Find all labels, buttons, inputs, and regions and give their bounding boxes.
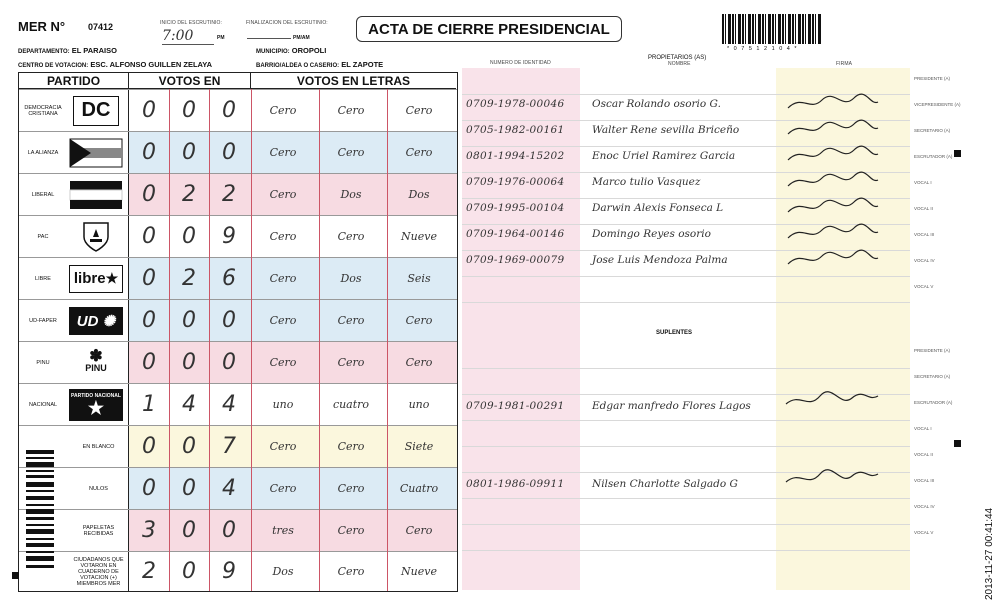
vote-letters: Cero	[337, 440, 365, 453]
member-id: 0709-1976-00064	[466, 176, 565, 188]
vote-letters: Cero	[337, 314, 365, 327]
member-role: VOCAL I	[914, 426, 932, 431]
member-line	[462, 498, 910, 499]
member-role: VOCAL V	[914, 284, 934, 289]
member-line	[462, 368, 910, 369]
vote-letters: Cero	[337, 565, 365, 578]
village-info	[256, 60, 383, 69]
party-row	[19, 89, 457, 131]
signature-mark	[782, 222, 882, 244]
member-role: VOCAL I	[914, 180, 932, 185]
vote-letters: uno	[408, 398, 430, 411]
vote-digit: 0	[222, 98, 236, 123]
vote-digit: 0	[182, 98, 196, 123]
member-role: VOCAL IV	[914, 258, 935, 263]
vote-cells	[129, 300, 453, 341]
signature-mark	[782, 390, 882, 412]
party-logo	[67, 304, 125, 338]
vote-cells	[129, 258, 453, 299]
total-label: NULOS	[19, 468, 129, 509]
total-label: PAPELETAS RECIBIDAS	[19, 510, 129, 551]
member-name: Nilsen Charlotte Salgado G	[592, 478, 738, 490]
vote-letters: Cero	[337, 104, 365, 117]
vote-digit: 0	[142, 98, 156, 123]
name-header: NOMBRE	[668, 61, 691, 67]
member-id: 0801-1986-09911	[466, 478, 565, 490]
vote-digit: 0	[142, 266, 156, 291]
party-row	[19, 215, 457, 257]
member-role: VICEPRESIDENTE (A)	[914, 102, 961, 107]
member-role: PRESIDENTE (A)	[914, 76, 951, 81]
vote-letters: Cuatro	[399, 482, 439, 495]
signature-header: FIRMA	[836, 61, 853, 67]
member-line	[462, 302, 910, 303]
vote-letters: Cero	[405, 104, 433, 117]
vote-digit: 2	[222, 182, 236, 207]
vote-letters: Dos	[340, 188, 362, 201]
party-name: DEMOCRACIA CRISTIANA	[24, 104, 62, 117]
vote-letters: Cero	[337, 230, 365, 243]
member-name: Jose Luis Mendoza Palma	[592, 254, 728, 266]
vote-letters: cuatro	[332, 398, 370, 411]
department-info	[18, 46, 117, 55]
column-divider	[319, 89, 320, 591]
vote-digit: 2	[142, 559, 156, 584]
vote-digit: 0	[142, 140, 156, 165]
vote-letters: Cero	[269, 104, 297, 117]
party-name: LA ALIANZA	[27, 149, 59, 156]
vote-letters: Cero	[269, 440, 297, 453]
vote-cells	[129, 468, 453, 509]
member-name: Oscar Rolando osorio G.	[592, 98, 721, 110]
substitutes-header: SUPLENTES	[656, 330, 693, 336]
vote-cells	[129, 216, 453, 257]
total-row	[19, 467, 457, 509]
vote-cells	[129, 384, 453, 425]
member-name: Walter Rene sevilla Briceño	[592, 124, 740, 136]
vote-digit: 0	[142, 350, 156, 375]
pac-shield-icon	[76, 221, 116, 253]
end-ampm: PM/AM	[293, 35, 310, 41]
member-line	[462, 550, 910, 551]
member-name: Darwin Alexis Fonseca L	[592, 202, 724, 214]
vote-digit: 0	[142, 224, 156, 249]
member-name: Domingo Reyes osorio	[592, 228, 711, 240]
vote-digit: 2	[182, 266, 196, 291]
registration-mark	[954, 440, 961, 447]
member-role: SECRETARIO (A)	[914, 128, 951, 133]
party-name: NACIONAL	[28, 401, 58, 408]
center-info	[18, 60, 212, 69]
vote-digit: 9	[222, 224, 236, 249]
scan-timestamp: 2013-11-27 00:41:44	[984, 507, 995, 600]
member-role: ESCRUTADOR (A)	[914, 400, 953, 405]
member-role: VOCAL II	[914, 452, 933, 457]
vote-letters: Cero	[337, 524, 365, 537]
member-line	[462, 276, 910, 277]
substitute-entry	[466, 400, 782, 412]
vote-cells	[129, 426, 453, 467]
vote-digit: 0	[182, 559, 196, 584]
vote-digit: 2	[182, 182, 196, 207]
vote-digit: 7	[222, 434, 236, 459]
member-role: VOCAL V	[914, 530, 934, 535]
department-value: EL PARAISO	[71, 46, 117, 55]
member-entry	[466, 176, 782, 188]
signature-mark	[782, 118, 882, 140]
vote-letters: uno	[272, 398, 294, 411]
signature-mark	[782, 170, 882, 192]
vote-letters: Cero	[269, 272, 297, 285]
signature-mark	[782, 248, 882, 270]
column-divider	[209, 89, 210, 591]
mer-number: 07412	[88, 22, 114, 32]
vote-digit: 4	[222, 476, 236, 501]
vote-cells	[129, 342, 453, 383]
member-line	[462, 524, 910, 525]
party-name: LIBERAL	[31, 191, 55, 198]
member-entry	[466, 98, 782, 110]
party-row	[19, 383, 457, 425]
village-value: EL ZAPOTE	[341, 60, 384, 69]
registration-mark	[954, 150, 961, 157]
total-label: EN BLANCO	[19, 426, 129, 467]
member-id: 0709-1964-00146	[466, 228, 565, 240]
vote-cells	[129, 174, 453, 215]
center-label: CENTRO DE VOTACION:	[18, 63, 89, 69]
vote-digit: 9	[222, 559, 236, 584]
vote-letters: Dos	[272, 565, 294, 578]
barcode-number: * 0 7 5 1 2 1 0 4 *	[727, 46, 799, 52]
member-id: 0709-1969-00079	[466, 254, 565, 266]
member-entry	[466, 202, 782, 214]
vote-letters: Cero	[405, 314, 433, 327]
vote-digit: 0	[182, 350, 196, 375]
vote-digit: 0	[222, 140, 236, 165]
member-role: VOCAL III	[914, 232, 935, 237]
vote-letters: Cero	[269, 482, 297, 495]
member-id: 0709-1995-00104	[466, 202, 565, 214]
vote-letters: Seis	[407, 272, 431, 285]
vote-letters: Cero	[405, 146, 433, 159]
vote-letters: Cero	[337, 482, 365, 495]
vote-digit: 0	[142, 182, 156, 207]
start-ampm: PM	[217, 35, 225, 41]
vote-digit: 0	[222, 350, 236, 375]
vote-letters: Nueve	[401, 565, 437, 578]
signature-mark	[782, 92, 882, 114]
vote-digit: 0	[182, 476, 196, 501]
department-label: DEPARTAMENTO:	[18, 49, 70, 55]
side-barcode	[26, 450, 60, 572]
vote-digit: 3	[142, 518, 156, 543]
vote-letters: Dos	[408, 188, 430, 201]
vote-digit: 0	[182, 518, 196, 543]
vote-digit: 0	[142, 308, 156, 333]
mer-label: MER N°	[18, 19, 66, 34]
vote-digit: 0	[182, 434, 196, 459]
member-name: Marco tulio Vasquez	[592, 176, 701, 188]
vote-digit: 0	[222, 308, 236, 333]
column-divider	[169, 89, 170, 591]
liberal-flag-icon	[69, 180, 123, 210]
member-role: PRESIDENTE (A)	[914, 348, 951, 353]
header-party: PARTIDO	[19, 73, 129, 89]
party-name: UD-FAPER	[29, 317, 57, 324]
party-logo	[67, 388, 125, 422]
vote-letters: Cero	[269, 314, 297, 327]
vote-digit: 1	[142, 392, 156, 417]
vote-letters: Cero	[269, 230, 297, 243]
start-label: INICIO DEL ESCRUTINIO:	[160, 20, 223, 26]
vote-digit: 0	[182, 308, 196, 333]
vote-digit: 0	[142, 476, 156, 501]
member-role: SECRETARIO (A)	[914, 374, 951, 379]
start-time: 7:00	[162, 28, 214, 45]
party-logo	[67, 178, 125, 212]
end-time-line	[247, 38, 291, 39]
member-line	[462, 420, 910, 421]
nacional-logo-icon: PARTIDO NACIONAL ★	[69, 389, 123, 421]
owners-header: PROPIETARIOS (AS)	[648, 55, 707, 61]
center-value: ESC. ALFONSO GUILLEN ZELAYA	[90, 60, 213, 69]
member-line	[462, 446, 910, 447]
libre-logo-icon: libre ★	[69, 265, 123, 293]
vote-digit: 0	[182, 224, 196, 249]
vote-letters: Cero	[405, 356, 433, 369]
header-numbers: VOTOS EN	[129, 73, 251, 89]
vote-letters: Siete	[404, 440, 434, 453]
end-label: FINALIZACION DEL ESCRUTINIO:	[246, 20, 328, 26]
municipality-value: OROPOLI	[291, 46, 327, 55]
total-row	[19, 425, 457, 467]
party-row	[19, 341, 457, 383]
total-row	[19, 551, 457, 591]
party-row	[19, 173, 457, 215]
party-logo	[67, 94, 125, 128]
total-row	[19, 509, 457, 551]
member-entry	[466, 228, 782, 240]
member-role: VOCAL III	[914, 478, 935, 483]
vote-letters: Cero	[337, 356, 365, 369]
registration-mark	[12, 572, 19, 579]
vote-letters: Cero	[269, 188, 297, 201]
member-name: Edgar manfredo Flores Lagos	[592, 400, 751, 412]
vote-letters: Dos	[340, 272, 362, 285]
party-logo	[67, 220, 125, 254]
header-letters: VOTOS EN LETRAS	[251, 73, 456, 89]
vote-letters: Cero	[337, 146, 365, 159]
member-entry	[466, 150, 782, 162]
member-entry	[466, 124, 782, 136]
substitute-entry	[466, 478, 782, 490]
party-name: PINU	[36, 359, 50, 366]
ud-logo-icon: UD ✺	[69, 307, 123, 335]
vote-digit: 0	[142, 434, 156, 459]
member-id: 0709-1981-00291	[466, 400, 565, 412]
dc-logo-icon: DC	[73, 96, 119, 126]
party-logo	[67, 262, 125, 296]
signature-mark	[782, 468, 882, 490]
member-entry	[466, 254, 782, 266]
member-id: 0705-1982-00161	[466, 124, 565, 136]
vote-digit: 4	[222, 392, 236, 417]
signature-mark	[782, 144, 882, 166]
document-title: ACTA DE CIERRE PRESIDENCIAL	[356, 16, 622, 42]
vote-letters: Cero	[269, 356, 297, 369]
vote-digit: 0	[182, 140, 196, 165]
pinu-logo-icon: ✽ PINU	[85, 348, 107, 373]
member-role: ESCRUTADOR (A)	[914, 154, 953, 159]
village-label: BARRIO/ALDEA O CASERIO:	[256, 63, 340, 69]
barcode	[722, 14, 822, 44]
vote-cells	[129, 552, 453, 591]
party-name: PAC	[37, 233, 49, 240]
municipality-label: MUNICIPIO:	[256, 49, 290, 55]
vote-cells	[129, 510, 453, 551]
vote-letters: Nueve	[401, 230, 437, 243]
member-id: 0709-1978-00046	[466, 98, 565, 110]
column-divider	[387, 89, 388, 591]
votes-table	[18, 72, 458, 592]
alianza-flag-icon	[69, 138, 123, 168]
vote-digit: 0	[222, 518, 236, 543]
member-role: VOCAL IV	[914, 504, 935, 509]
vote-letters: tres	[272, 524, 294, 537]
signature-mark	[782, 196, 882, 218]
member-id: 0801-1994-15202	[466, 150, 565, 162]
party-row	[19, 257, 457, 299]
party-name: LIBRE	[35, 275, 51, 282]
municipality-info	[256, 46, 326, 55]
vote-cells	[129, 132, 453, 173]
id-header: NUMERO DE IDENTIDAD	[490, 60, 551, 66]
column-divider	[251, 89, 252, 591]
vote-cells	[129, 90, 453, 131]
member-name: Enoc Uriel Ramirez Garcia	[592, 150, 736, 162]
party-row	[19, 131, 457, 173]
member-role: VOCAL II	[914, 206, 933, 211]
party-logo	[67, 136, 125, 170]
party-row	[19, 299, 457, 341]
total-label: CIUDADANOS QUE VOTARON EN CUADERNO DE VOTACION (+) MIEMBROS MER	[19, 552, 129, 591]
vote-digit: 6	[222, 266, 236, 291]
vote-letters: Cero	[405, 524, 433, 537]
vote-letters: Cero	[269, 146, 297, 159]
party-logo	[67, 346, 125, 380]
vote-digit: 4	[182, 392, 196, 417]
